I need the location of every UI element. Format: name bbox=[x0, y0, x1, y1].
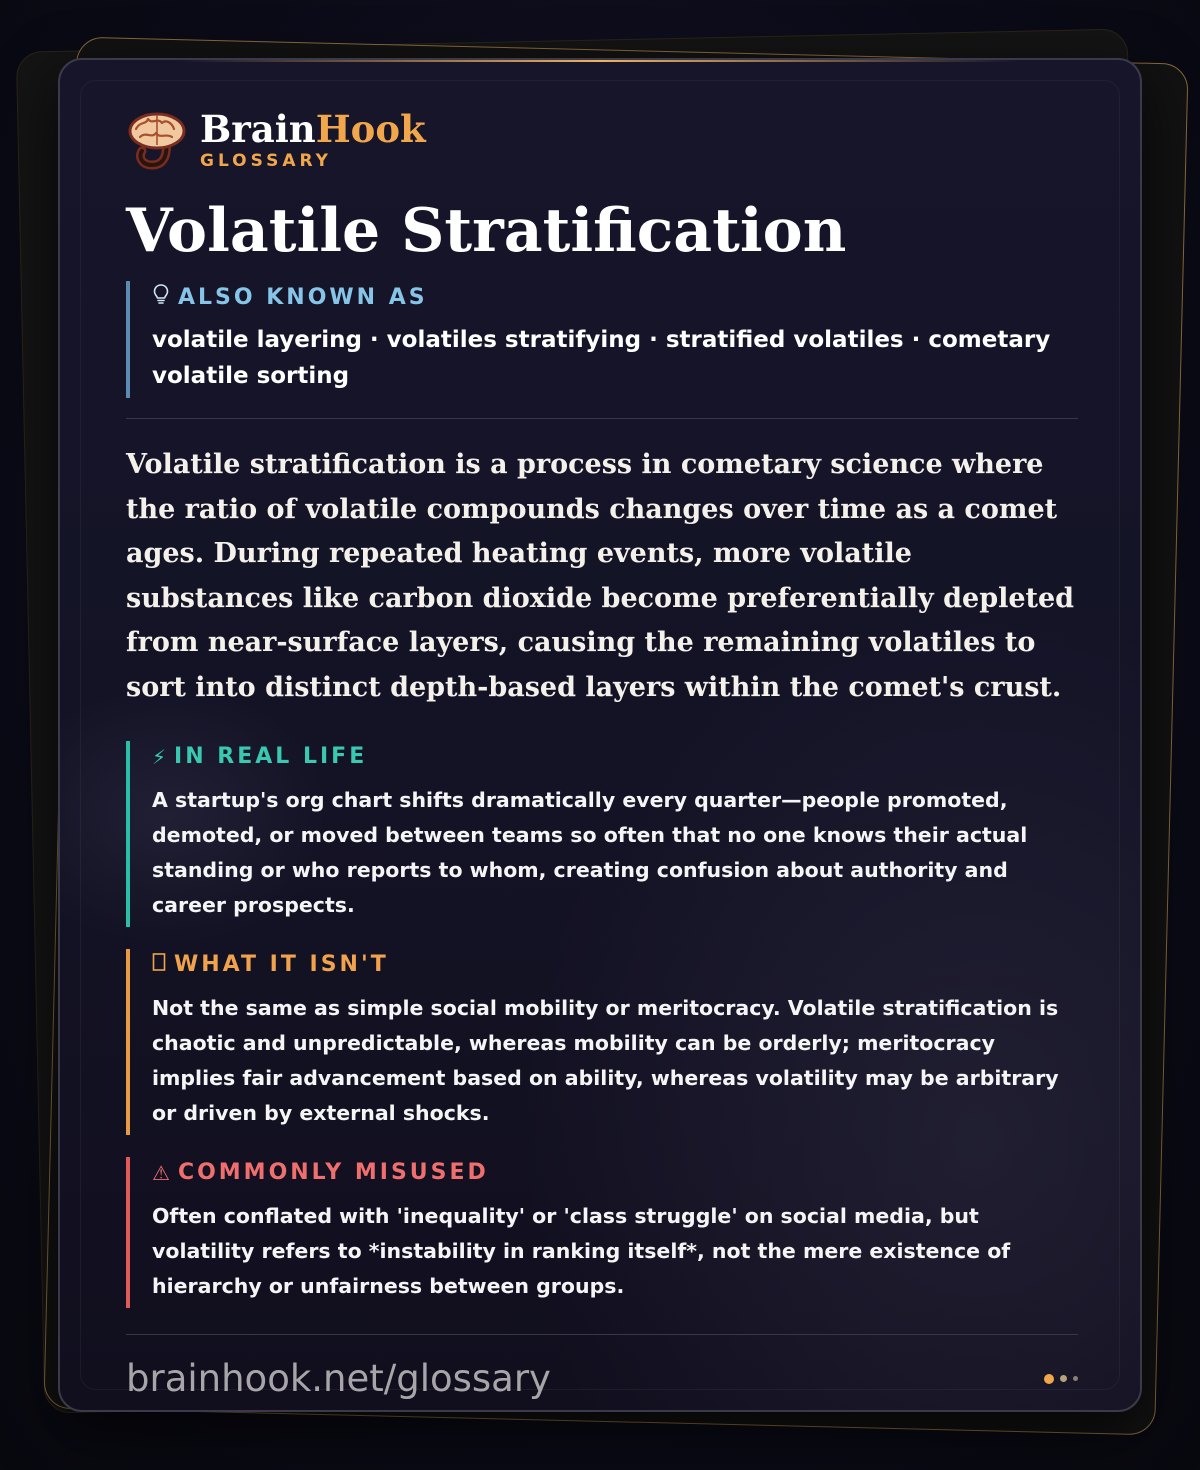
in-real-life-label bbox=[152, 743, 1078, 771]
lightbulb-icon bbox=[152, 283, 170, 312]
brain-hook-icon bbox=[126, 109, 188, 171]
glossary-card bbox=[58, 58, 1142, 1412]
what-it-isnt-label bbox=[152, 951, 1078, 979]
commonly-misused-label bbox=[152, 1159, 1078, 1187]
entry-title: Volatile Stratification bbox=[126, 196, 847, 266]
card-content bbox=[126, 100, 1078, 1412]
what-it-isnt-text: WHAT IT ISN'T bbox=[174, 951, 389, 977]
also-known-as-text: ALSO KNOWN AS bbox=[178, 284, 428, 310]
brand-header bbox=[126, 100, 1078, 180]
commonly-misused-section bbox=[126, 1157, 1078, 1308]
also-known-as-section bbox=[126, 281, 1078, 398]
brand-subtitle: GLOSSARY bbox=[200, 151, 332, 171]
lightning-icon: ⚡ bbox=[152, 744, 167, 769]
dot-large bbox=[1044, 1374, 1054, 1384]
brand-name-hook: Hook bbox=[315, 107, 426, 151]
brand-name bbox=[200, 109, 426, 149]
also-known-as-label bbox=[152, 283, 1078, 312]
commonly-misused-text: COMMONLY MISUSED bbox=[177, 1159, 489, 1185]
commonly-misused-body: Often conflated with 'inequality' or 'class struggle' on social media, but volatility refers to *instability in ranking itself*, not the mere existence of hierarchy or unfairness between groups. bbox=[152, 1203, 1011, 1298]
also-known-as-terms: volatile layering · volatiles stratifying · stratified volatiles · cometary volatile sorting bbox=[152, 327, 1051, 389]
card-footer bbox=[126, 1335, 1078, 1412]
divider bbox=[126, 418, 1078, 419]
in-real-life-section bbox=[126, 741, 1078, 927]
dot-small bbox=[1073, 1376, 1078, 1381]
footer-url[interactable]: brainhook.net/glossary bbox=[126, 1357, 551, 1401]
pagination-dots bbox=[1044, 1374, 1078, 1384]
warning-icon: ⚠ bbox=[152, 1160, 170, 1185]
in-real-life-body: A startup's org chart shifts dramatically every quarter—people promoted, demoted, or moved between teams so often that no one knows their actual standing or who reports to whom, creating confusion about authority and career prospects. bbox=[152, 787, 1028, 917]
in-real-life-text: IN REAL LIFE bbox=[174, 743, 368, 769]
missing-glyph-icon bbox=[152, 951, 166, 979]
what-it-isnt-body: Not the same as simple social mobility or meritocracy. Volatile stratification is chaotic and unpredictable, whereas mobility can be orderly; meritocracy implies fair advancement based on ability, whereas volatility may be arbitrary or driven by external shocks. bbox=[152, 995, 1059, 1125]
brand-name-brain: Brain bbox=[200, 107, 316, 151]
dot-medium bbox=[1060, 1375, 1067, 1382]
what-it-isnt-section bbox=[126, 949, 1078, 1135]
definition-text: Volatile stratification is a process in cometary science where the ratio of volatile compounds changes over time as a comet ages. During repeated heating events, more volatile substances like carbon dioxide become preferentially depleted from near-surface layers, causing the remaining volatiles to sort into distinct depth-based layers within the comet's crust. bbox=[126, 449, 1075, 703]
